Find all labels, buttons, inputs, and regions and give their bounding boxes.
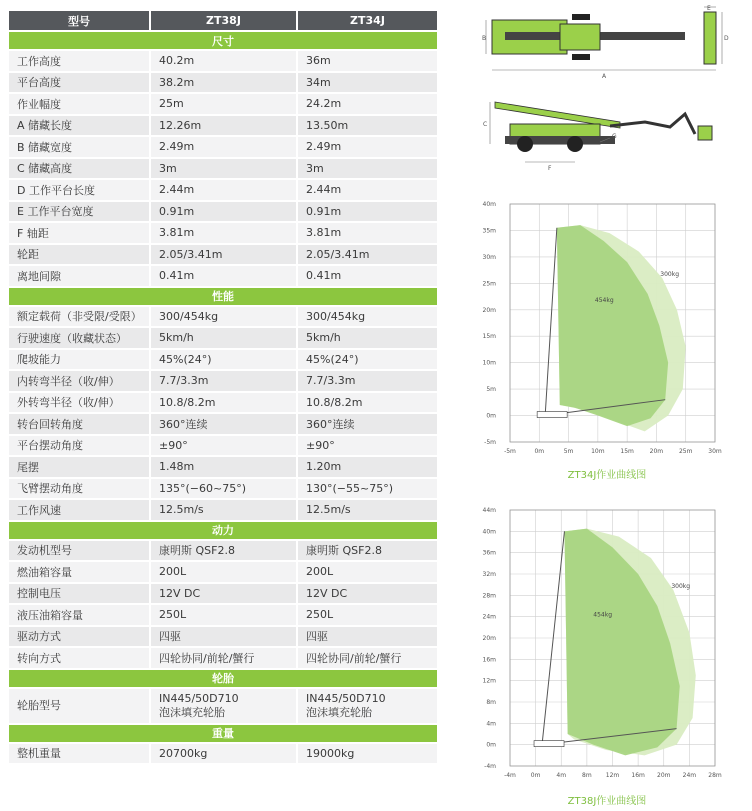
table-row: [9, 327, 438, 349]
y-tick-label: 12m: [482, 677, 496, 685]
spec-value-zt38j: 四驱: [150, 626, 297, 648]
table-row: [9, 244, 438, 266]
spec-value-zt38j: 5km/h: [150, 327, 297, 349]
table-row: [9, 265, 438, 287]
spec-value-zt38j: 3m: [150, 158, 297, 180]
x-tick-label: 15m: [620, 448, 634, 455]
y-tick-label: 25m: [482, 280, 496, 288]
table-row: [9, 647, 438, 669]
section-header: [9, 31, 438, 50]
header-zt34j: ZT34J: [297, 11, 438, 31]
spec-value-zt34j: 12.5m/s: [297, 499, 438, 521]
spec-value-zt34j: IN445/50D710 泡沫填充轮胎: [297, 688, 438, 724]
spec-value-zt38j: ±90°: [150, 435, 297, 457]
section-title: 尺寸: [9, 31, 438, 50]
section-header: [9, 669, 438, 688]
x-tick-label: 5m: [563, 448, 574, 455]
spec-value-zt34j: 24.2m: [297, 93, 438, 115]
y-tick-label: 4m: [486, 720, 496, 728]
spec-value-zt34j: 2.44m: [297, 179, 438, 201]
spec-label: 离地间隙: [9, 265, 150, 287]
spec-label: 作业幅度: [9, 93, 150, 115]
spec-table: [9, 11, 439, 765]
spec-label: C 储藏高度: [9, 158, 150, 180]
table-row: [9, 561, 438, 583]
table-row: [9, 136, 438, 158]
label-454kg: 454kg: [593, 611, 613, 619]
dim-label-e: E: [707, 5, 711, 12]
spec-label: F 轴距: [9, 222, 150, 244]
top-view-platform: [704, 12, 716, 64]
x-tick-label: 0m: [534, 448, 545, 455]
spec-label: 外转弯半径（收/伸）: [9, 392, 150, 414]
spec-body: [9, 31, 438, 764]
spec-value-zt34j: 19000kg: [297, 743, 438, 765]
spec-value-zt38j: 7.7/3.3m: [150, 370, 297, 392]
spec-value-zt38j: 0.41m: [150, 265, 297, 287]
side-view-diagram: [480, 92, 735, 182]
section-title: 性能: [9, 287, 438, 306]
y-tick-label: -5m: [484, 439, 496, 446]
spec-value-zt38j: 135°(−60~75°): [150, 478, 297, 500]
spec-value-zt38j: 200L: [150, 561, 297, 583]
spec-value-zt38j: 10.8/8.2m: [150, 392, 297, 414]
spec-label: 轮胎型号: [9, 688, 150, 724]
y-tick-label: 44m: [482, 507, 496, 514]
y-tick-label: 15m: [482, 333, 496, 341]
y-tick-label: 5m: [486, 386, 496, 394]
spec-label: E 工作平台宽度: [9, 201, 150, 223]
table-row: [9, 456, 438, 478]
section-title: 轮胎: [9, 669, 438, 688]
table-row: [9, 72, 438, 94]
spec-label: 驱动方式: [9, 626, 150, 648]
x-tick-label: 30m: [708, 448, 722, 455]
spec-value-zt34j: 2.05/3.41m: [297, 244, 438, 266]
spec-value-zt34j: 7.7/3.3m: [297, 370, 438, 392]
y-tick-label: 35m: [482, 227, 496, 235]
spec-label: 平台摆动角度: [9, 435, 150, 457]
dim-label-b: B: [482, 35, 487, 42]
spec-value-zt34j: 13.50m: [297, 115, 438, 137]
zt38j-working-chart: [478, 504, 723, 784]
spec-label: B 储藏宽度: [9, 136, 150, 158]
spec-value-zt34j: ±90°: [297, 435, 438, 457]
table-row: [9, 626, 438, 648]
dim-label-f: F: [548, 165, 552, 172]
table-row: [9, 222, 438, 244]
y-tick-label: 8m: [486, 699, 496, 706]
table-row: [9, 370, 438, 392]
spec-value-zt38j: 45%(24°): [150, 349, 297, 371]
top-view-diagram: [480, 2, 735, 82]
top-view-turret: [560, 24, 600, 50]
y-tick-label: 0m: [486, 412, 496, 420]
section-title: 重量: [9, 724, 438, 743]
spec-label: 发动机型号: [9, 540, 150, 562]
spec-value-zt34j: 36m: [297, 50, 438, 72]
top-view-wheel: [572, 14, 590, 20]
spec-value-zt34j: 10.8/8.2m: [297, 392, 438, 414]
spec-value-zt34j: 300/454kg: [297, 306, 438, 328]
spec-label: 液压油箱容量: [9, 604, 150, 626]
table-row: [9, 201, 438, 223]
x-tick-label: -4m: [504, 772, 516, 779]
spec-label: A 储藏长度: [9, 115, 150, 137]
spec-value-zt34j: 200L: [297, 561, 438, 583]
y-tick-label: 20m: [482, 306, 496, 314]
zt38j-chart-title: ZT38J作业曲线图: [567, 796, 647, 807]
section-title: 动力: [9, 521, 438, 540]
spec-label: 整机重量: [9, 743, 150, 765]
spec-value-zt38j: 12V DC: [150, 583, 297, 605]
header-model: 型号: [9, 11, 150, 31]
dim-label-d: D: [724, 35, 729, 42]
table-row: [9, 743, 438, 765]
spec-value-zt38j: 12.26m: [150, 115, 297, 137]
spec-value-zt38j: 300/454kg: [150, 306, 297, 328]
spec-value-zt34j: 四驱: [297, 626, 438, 648]
y-tick-label: 20m: [482, 635, 496, 642]
dim-label-a: A: [602, 73, 607, 80]
spec-label: 燃油箱容量: [9, 561, 150, 583]
table-row: [9, 435, 438, 457]
spec-value-zt38j: 250L: [150, 604, 297, 626]
spec-value-zt38j: 康明斯 QSF2.8: [150, 540, 297, 562]
spec-value-zt38j: 360°连续: [150, 413, 297, 435]
y-tick-label: -4m: [484, 763, 496, 770]
table-row: [9, 50, 438, 72]
spec-label: 转向方式: [9, 647, 150, 669]
spec-value-zt34j: 130°(−55~75°): [297, 478, 438, 500]
zt34j-working-chart: [478, 198, 723, 460]
spec-label: 行驶速度（收藏状态）: [9, 327, 150, 349]
table-row: [9, 158, 438, 180]
section-header: [9, 724, 438, 743]
section-header: [9, 521, 438, 540]
table-row: [9, 93, 438, 115]
spec-value-zt34j: 2.49m: [297, 136, 438, 158]
x-tick-label: 16m: [631, 772, 645, 779]
y-tick-label: 40m: [482, 201, 496, 208]
spec-value-zt34j: 四轮协同/前轮/蟹行: [297, 647, 438, 669]
spec-value-zt38j: 38.2m: [150, 72, 297, 94]
x-tick-label: 24m: [682, 772, 697, 779]
machine-icon: [537, 412, 567, 418]
x-tick-label: -5m: [504, 448, 516, 455]
table-row: [9, 604, 438, 626]
spec-label: 内转弯半径（收/伸）: [9, 370, 150, 392]
x-tick-label: 25m: [678, 448, 693, 455]
spec-value-zt38j: 0.91m: [150, 201, 297, 223]
top-view-wheel: [572, 54, 590, 60]
boom-line: [545, 228, 557, 416]
dim-label-c: C: [483, 121, 488, 128]
x-tick-label: 8m: [582, 772, 592, 779]
y-tick-label: 40m: [482, 528, 496, 536]
spec-label: D 工作平台长度: [9, 179, 150, 201]
x-tick-label: 20m: [649, 448, 664, 455]
spec-value-zt38j: 3.81m: [150, 222, 297, 244]
spec-label: 工作高度: [9, 50, 150, 72]
table-row: [9, 392, 438, 414]
envelope-454kg: [564, 529, 679, 756]
spec-value-zt34j: 12V DC: [297, 583, 438, 605]
table-row: [9, 583, 438, 605]
spec-value-zt34j: 250L: [297, 604, 438, 626]
envelope-454kg: [557, 225, 668, 426]
spec-value-zt34j: 34m: [297, 72, 438, 94]
spec-value-zt34j: 0.41m: [297, 265, 438, 287]
spec-value-zt38j: 2.49m: [150, 136, 297, 158]
spec-label: 轮距: [9, 244, 150, 266]
spec-value-zt38j: 25m: [150, 93, 297, 115]
spec-value-zt34j: 康明斯 QSF2.8: [297, 540, 438, 562]
x-tick-label: 28m: [708, 772, 722, 779]
x-tick-label: 10m: [591, 448, 605, 455]
table-row: [9, 688, 438, 724]
spec-value-zt34j: 5km/h: [297, 327, 438, 349]
table-row: [9, 179, 438, 201]
machine-icon: [534, 741, 564, 747]
spec-value-zt38j: 20700kg: [150, 743, 297, 765]
spec-value-zt38j: IN445/50D710 泡沫填充轮胎: [150, 688, 297, 724]
y-tick-label: 28m: [482, 592, 496, 600]
y-tick-label: 32m: [482, 571, 496, 578]
spec-value-zt38j: 12.5m/s: [150, 499, 297, 521]
y-tick-label: 0m: [486, 741, 496, 749]
spec-label: 控制电压: [9, 583, 150, 605]
spec-label: 额定载荷（非受限/受限）: [9, 306, 150, 328]
x-tick-label: 12m: [605, 772, 620, 779]
label-454kg: 454kg: [594, 296, 614, 304]
spec-value-zt38j: 四轮协同/前轮/蟹行: [150, 647, 297, 669]
spec-value-zt34j: 1.20m: [297, 456, 438, 478]
header-row: [9, 11, 438, 31]
spec-value-zt34j: 3.81m: [297, 222, 438, 244]
spec-label: 平台高度: [9, 72, 150, 94]
spec-label: 飞臂摆动角度: [9, 478, 150, 500]
dim-label-g: G: [612, 133, 617, 140]
table-row: [9, 306, 438, 328]
table-row: [9, 540, 438, 562]
zt34j-chart-title: ZT34J作业曲线图: [567, 470, 647, 481]
table-row: [9, 499, 438, 521]
side-view-jib: [610, 114, 695, 134]
spec-value-zt38j: 1.48m: [150, 456, 297, 478]
table-row: [9, 478, 438, 500]
y-tick-label: 16m: [482, 656, 496, 664]
x-tick-label: 4m: [556, 772, 567, 779]
spec-label: 爬坡能力: [9, 349, 150, 371]
y-tick-label: 24m: [482, 613, 496, 621]
y-tick-label: 30m: [482, 253, 496, 261]
spec-value-zt38j: 2.05/3.41m: [150, 244, 297, 266]
label-300kg: 300kg: [660, 271, 680, 279]
spec-value-zt38j: 2.44m: [150, 179, 297, 201]
spec-label: 工作风速: [9, 499, 150, 521]
x-tick-label: 0m: [530, 772, 541, 779]
y-tick-label: 36m: [482, 549, 496, 557]
table-row: [9, 413, 438, 435]
x-tick-label: 20m: [657, 772, 671, 779]
spec-label: 转台回转角度: [9, 413, 150, 435]
side-view-wheel: [517, 136, 533, 152]
spec-value-zt34j: 45%(24°): [297, 349, 438, 371]
y-tick-label: 10m: [482, 359, 496, 367]
table-row: [9, 115, 438, 137]
spec-value-zt34j: 3m: [297, 158, 438, 180]
label-300kg: 300kg: [671, 583, 691, 590]
header-zt38j: ZT38J: [150, 11, 297, 31]
table-row: [9, 349, 438, 371]
spec-value-zt34j: 360°连续: [297, 413, 438, 435]
spec-value-zt38j: 40.2m: [150, 50, 297, 72]
side-view-platform: [698, 126, 712, 140]
section-header: [9, 287, 438, 306]
spec-value-zt34j: 0.91m: [297, 201, 438, 223]
spec-label: 尾摆: [9, 456, 150, 478]
side-view-wheel: [567, 136, 583, 152]
